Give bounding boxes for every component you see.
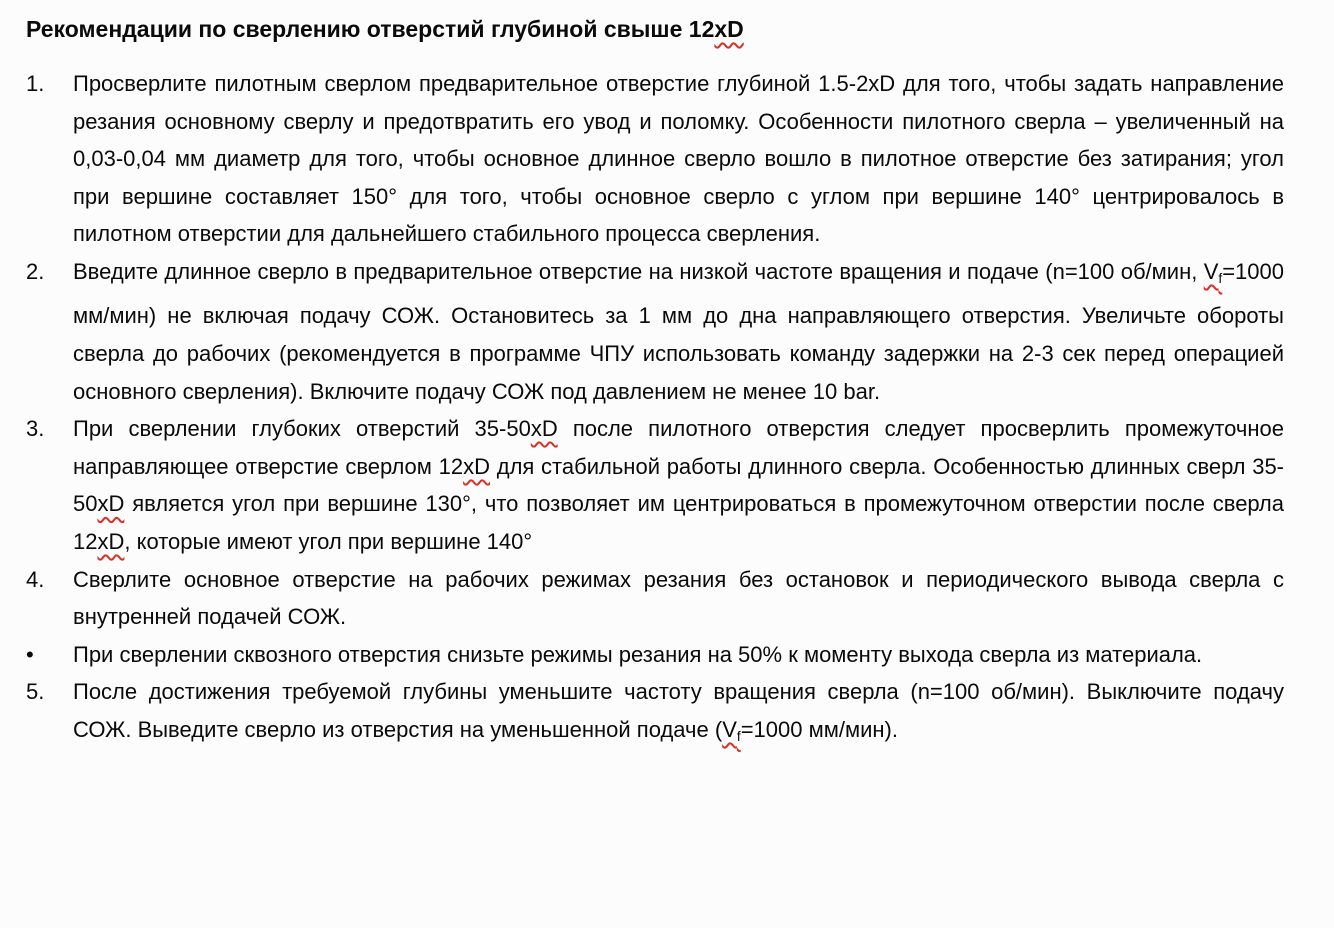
list-item <box>26 65 1291 253</box>
misspelled-word: f <box>1218 270 1223 286</box>
page-title <box>26 16 1284 43</box>
list-item <box>26 410 1291 560</box>
misspelled-word: xD <box>97 491 125 517</box>
list-item <box>26 253 1291 410</box>
list-item-text <box>73 673 1291 755</box>
list-marker: 1. <box>26 71 45 96</box>
misspelled-word: xD <box>463 453 491 479</box>
text-segment: При сверлении глубоких отверстий 35-50 <box>73 416 531 442</box>
list-item-text <box>73 65 1291 253</box>
list-item-text <box>73 561 1291 636</box>
list-marker: 4. <box>26 566 45 592</box>
text-segment: Сверлите основное отверстие на рабочих режимах резания без остановок и периодического вывода сверла с внутренней подачей СОЖ. <box>73 566 1291 630</box>
text-segment: Введите длинное сверло в предварительное отверстие на низкой частоте вращения и подаче (n=100 об/мин, <box>73 258 1204 284</box>
list-item <box>26 673 1291 755</box>
misspelled-word: V <box>1203 258 1219 284</box>
text-segment: после пилотного отверстия следует просверлить промежуточное направляющее отверстие сверлом 12 <box>73 416 1291 479</box>
list-marker: • <box>26 641 34 667</box>
text-segment: , которые имеют угол при вершине 140° <box>124 528 533 554</box>
list-item <box>26 561 1291 636</box>
list-item-text <box>73 253 1291 410</box>
list-item-text <box>73 636 1284 674</box>
text-segment: =1000 мм/мин). <box>740 716 898 742</box>
list-item <box>26 636 1284 674</box>
misspelled-word: f <box>736 728 741 744</box>
text-segment: для стабильной работы длинного сверла. Особенностью длинных сверл 35-50 <box>73 453 1284 517</box>
list-marker: 5. <box>26 679 45 705</box>
misspelled-word: xD <box>97 528 125 554</box>
list-marker: 3. <box>26 416 45 442</box>
recommendations-list <box>26 65 1291 755</box>
list-marker: 2. <box>26 258 45 284</box>
text-segment: =1000 мм/мин) не включая подачу СОЖ. Остановитесь за 1 мм до дна направляющего отверстия. Увеличьте обороты сверла до рабочих (рекомендуется в программе ЧПУ использовать команду задержки на 2-3 сек перед операцией основного сверления). Включите подачу СОЖ под давлением не менее 10 bar. <box>73 258 1291 404</box>
text-segment: является угол при вершине 130°, что позволяет им центрироваться в промежуточном отверстии после сверла 12 <box>73 491 1291 554</box>
misspelled-word: xD <box>530 416 558 442</box>
misspelled-word: xD <box>714 16 744 42</box>
text-segment: Рекомендации по сверлению отверстий глубиной свыше 12 <box>26 16 715 42</box>
misspelled-word: V <box>722 716 737 742</box>
text-segment: После достижения требуемой глубины уменьшите частоту вращения сверла (n=100 об/мин). Выключите подачу СОЖ. Выведите сверло из отверстия на уменьшенной подаче ( <box>73 679 1291 742</box>
list-item-text <box>73 410 1291 560</box>
text-segment: Просверлите пилотным сверлом предварительное отверстие глубиной 1.5-2xD для того, чтобы задать направление резания основному сверлу и предотвратить его увод и поломку. Особенности пилотного сверла – увеличенный на 0,03-0,04 мм диаметр для того, чтобы основное длинное сверло вошло в пилотное отверстие без затирания; угол при вершине составляет 150° для того, чтобы основное сверло с углом при вершине 140° центрировалось в пилотном отверстии для дальнейшего стабильного процесса сверления. <box>73 71 1291 247</box>
text-segment: При сверлении сквозного отверстия снизьте режимы резания на 50% к моменту выхода сверла из материала. <box>73 641 1203 667</box>
